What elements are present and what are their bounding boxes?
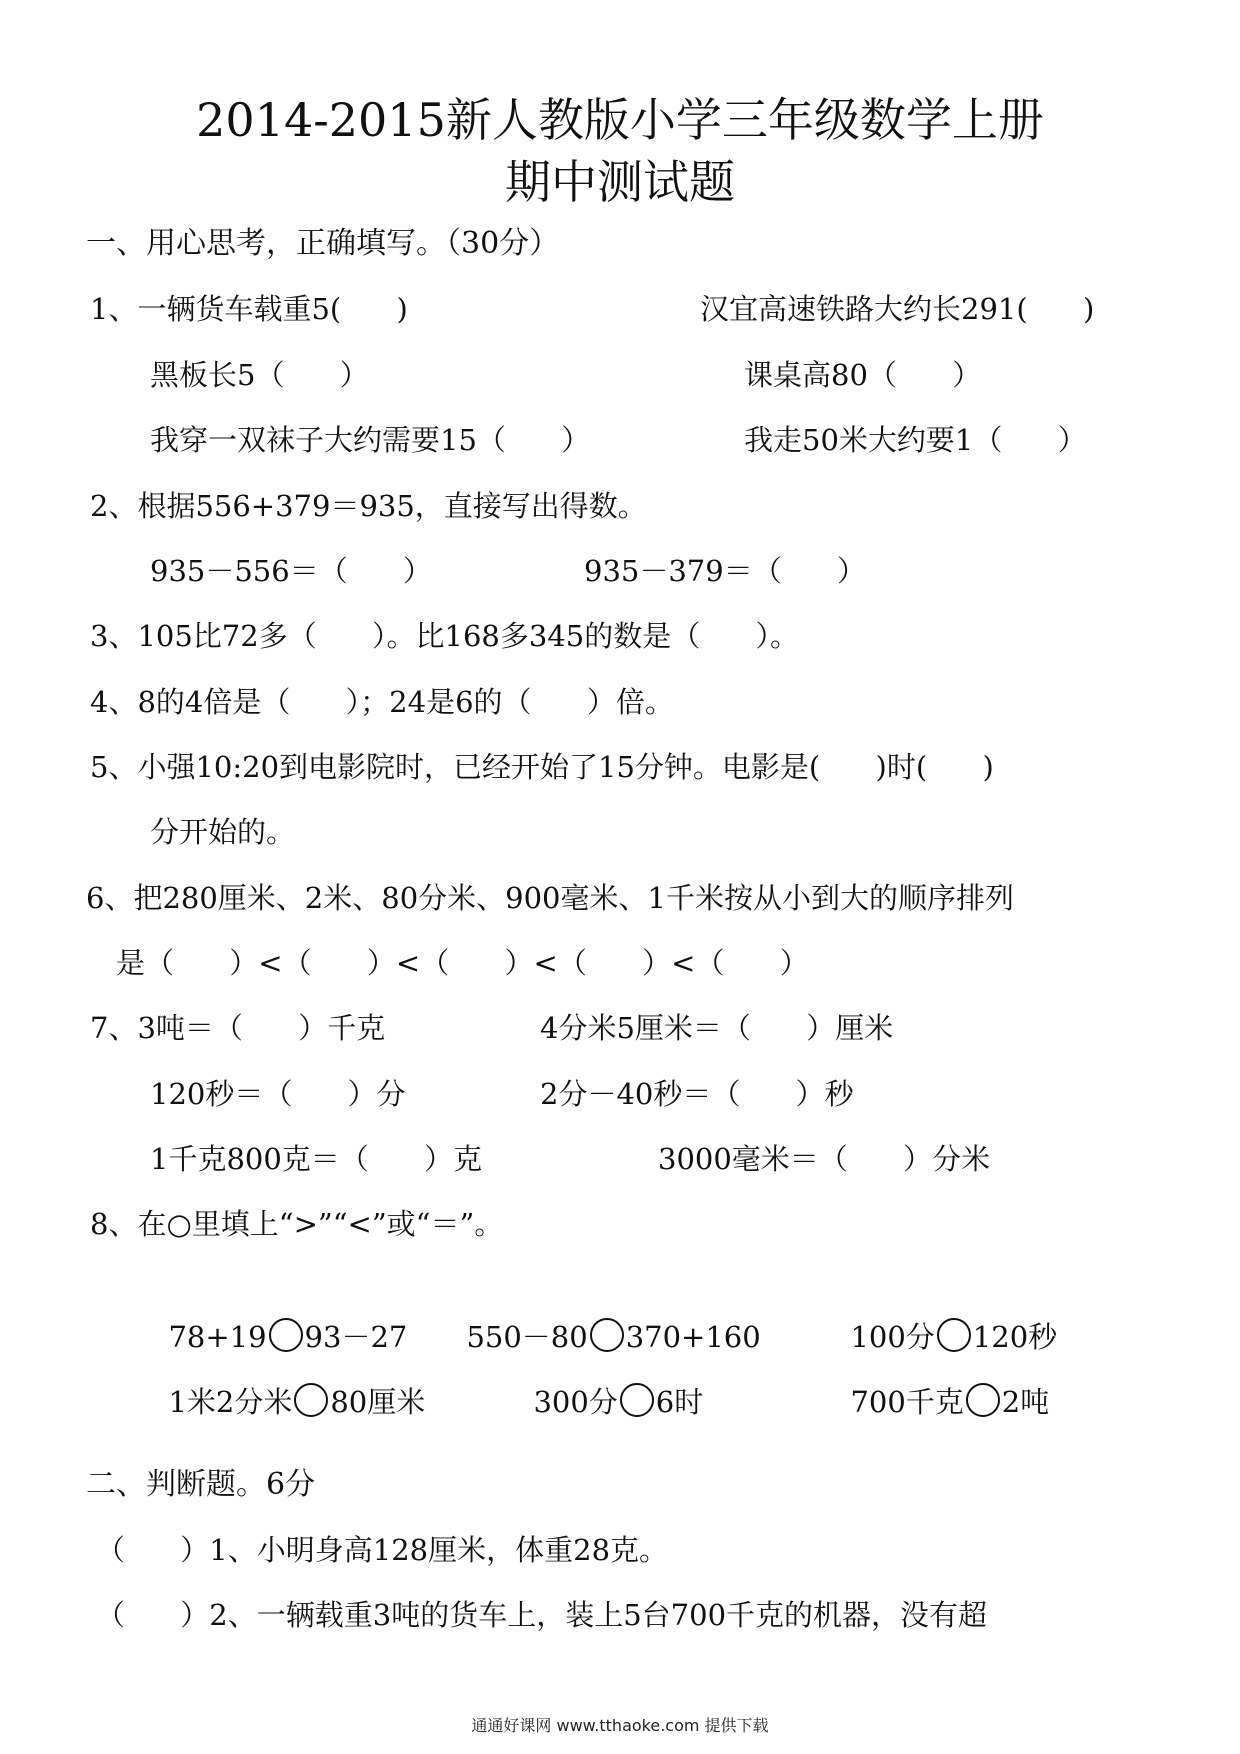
compare-right: 6时 [655, 1385, 704, 1419]
compare-left: 100分 [850, 1320, 935, 1354]
q2-equation-a: 935－556＝（ ） [150, 554, 433, 588]
compare-circle[interactable] [294, 1383, 328, 1417]
compare-item [832, 1347, 1049, 1420]
q6-line2: 是（ ）<（ ）<（ ）<（ ）<（ ） [116, 946, 809, 980]
section2-heading: 二、判断题。6分 [86, 1467, 316, 1502]
q4-text: 4、8的4倍是（ ）；24是6的（ ）倍。 [90, 685, 674, 719]
footer-credit: 通通好课网 www.tthaoke.com 提供下载 [471, 1716, 769, 1735]
q1-truck-load: 1、一辆货车载重5( ) [90, 292, 408, 326]
compare-right: 80厘米 [330, 1385, 426, 1419]
page-title: 2014-2015新人教版小学三年级数学上册 [196, 93, 1044, 147]
compare-left: 78+19 [168, 1320, 267, 1354]
judge-item-1: （ ）1、小明身高128厘米，体重28克。 [96, 1533, 669, 1567]
q1-blackboard-length: 黑板长5（ ） [150, 358, 369, 392]
compare-item [515, 1347, 703, 1420]
q3-text: 3、105比72多（ ）。比168多345的数是（ ）。 [90, 619, 800, 653]
q1-railway-length: 汉宜高速铁路大约长291( ) [700, 292, 1095, 326]
q1-socks-time: 我穿一双袜子大约需要15（ ） [150, 423, 591, 457]
compare-left: 300分 [533, 1385, 618, 1419]
q7-minutes: 2分－40秒＝（ ）秒 [540, 1077, 854, 1111]
compare-item [150, 1347, 425, 1420]
q5-line2: 分开始的。 [150, 815, 296, 849]
q8-prompt: 8、在○里填上“>”“<”或“＝”。 [90, 1207, 504, 1241]
compare-right: 93－27 [304, 1320, 408, 1354]
q7-millimeters: 3000毫米＝（ ）分米 [658, 1142, 991, 1176]
q1-desk-height: 课桌高80（ ） [744, 358, 982, 392]
judge-item-2: （ ）2、一辆载重3吨的货车上，装上5台700千克的机器，没有超 [96, 1598, 988, 1632]
section1-heading: 一、用心思考，正确填写。（30分） [86, 226, 560, 261]
q6-line1: 6、把280厘米、2米、80分米、900毫米、1千米按从小到大的顺序排列 [86, 881, 1014, 915]
compare-left: 1米2分米 [168, 1385, 293, 1419]
q2-equation-b: 935－379＝（ ） [584, 554, 867, 588]
compare-circle[interactable] [620, 1383, 654, 1417]
q2-prompt: 2、根据556+379＝935，直接写出得数。 [90, 489, 647, 523]
compare-circle[interactable] [966, 1383, 1000, 1417]
compare-left: 700千克 [850, 1385, 964, 1419]
q7-decimeters: 4分米5厘米＝（ ）厘米 [540, 1011, 894, 1045]
q7-kilograms: 1千克800克＝（ ）克 [150, 1142, 483, 1176]
compare-right: 120秒 [972, 1320, 1058, 1354]
q7-seconds: 120秒＝（ ）分 [150, 1077, 406, 1111]
compare-item [448, 1282, 761, 1355]
compare-right: 2吨 [1001, 1385, 1050, 1419]
compare-left: 550－80 [466, 1320, 588, 1354]
compare-right: 370+160 [625, 1320, 761, 1354]
q1-walk-time: 我走50米大约要1（ ） [744, 423, 1087, 457]
page-subtitle: 期中测试题 [505, 155, 735, 209]
compare-item [832, 1282, 1057, 1355]
q7-tons: 7、3吨＝（ ）千克 [90, 1011, 386, 1045]
compare-item [150, 1282, 407, 1355]
q5-line1: 5、小强10:20到电影院时，已经开始了15分钟。电影是( )时( ) [90, 750, 994, 784]
